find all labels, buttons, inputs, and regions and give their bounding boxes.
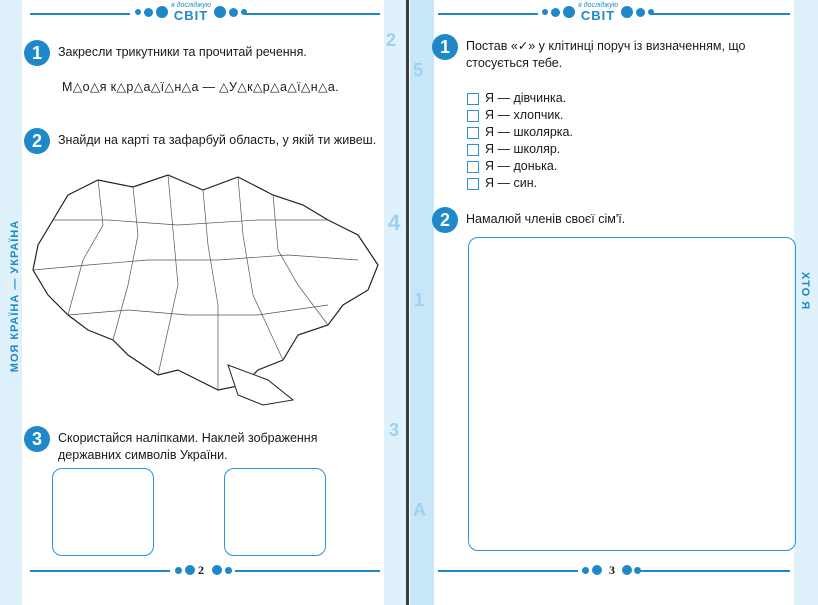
logo-small-text: я досліджую [171, 2, 211, 9]
left-page [0, 0, 408, 605]
task-1-text: Постав «✓» у клітинці поруч із визначенням, що стосується тебе. [466, 39, 746, 70]
checkbox[interactable] [467, 110, 479, 122]
option-row[interactable] [467, 141, 560, 158]
logo-title: СВІТ [580, 8, 616, 23]
task-number: 2 [24, 128, 50, 154]
option-label: Я — школярка. [485, 125, 573, 139]
chapter-label: ХТО Я [799, 271, 811, 311]
section-label: МОЯ КРАЇНА — УКРАЇНА [9, 219, 21, 373]
task-3-text: Скористайся наліпками. Наклей зображення державних символів України. [58, 431, 318, 462]
option-row[interactable] [467, 90, 566, 107]
option-label: Я — дівчинка. [485, 91, 567, 105]
checkbox[interactable] [467, 93, 479, 105]
page-number: 3 [609, 563, 615, 577]
checkbox[interactable] [467, 144, 479, 156]
option-row[interactable] [467, 158, 557, 175]
logo-small-text: я досліджую [578, 2, 618, 9]
decor-glyph: 4 [388, 210, 401, 235]
sticker-area-2[interactable] [224, 468, 326, 556]
task-number: 1 [432, 34, 458, 60]
triangle-puzzle-sentence: М△о△я к△р△а△ї△н△а — △У△к△р△а△ї△н△а. [62, 80, 339, 94]
footer-rule [438, 570, 578, 572]
series-logo [135, 2, 247, 22]
task-1-text: Закресли трикутники та прочитай речення. [58, 45, 307, 59]
header-rule [438, 13, 538, 15]
sticker-area-1[interactable] [52, 468, 154, 556]
checkbox[interactable] [467, 178, 479, 190]
task-2-text: Знайди на карті та зафарбуй область, у якій ти живеш. [58, 133, 377, 147]
option-label: Я — син. [485, 176, 538, 190]
book-spine [406, 0, 409, 605]
footer-rule [640, 570, 790, 572]
task-2-text: Намалюй членів своєї сім'ї. [466, 212, 626, 226]
right-page [410, 0, 818, 605]
decor-glyph: А [413, 500, 426, 520]
series-logo [542, 2, 654, 22]
header-rule [245, 13, 380, 15]
decor-glyph: 2 [386, 30, 397, 50]
decor-glyph: 3 [389, 420, 400, 440]
logo-title: СВІТ [173, 8, 209, 23]
family-drawing-area[interactable] [468, 237, 796, 551]
option-row[interactable] [467, 175, 537, 192]
option-label: Я — хлопчик. [485, 108, 564, 122]
option-row[interactable] [467, 124, 573, 141]
page-number: 2 [198, 563, 204, 577]
header-rule [30, 13, 130, 15]
footer-rule [235, 570, 380, 572]
decor-glyph: 1 [414, 290, 425, 310]
footer-rule [30, 570, 170, 572]
ukraine-outline-map [28, 165, 384, 410]
ukraine-map[interactable] [28, 165, 384, 410]
option-label: Я — донька. [485, 159, 558, 173]
checkbox[interactable] [467, 127, 479, 139]
option-row[interactable] [467, 107, 563, 124]
task-number: 2 [432, 207, 458, 233]
checkbox[interactable] [467, 161, 479, 173]
task-number: 1 [24, 40, 50, 66]
decor-glyph: 5 [413, 60, 424, 80]
header-rule [650, 13, 790, 15]
task-number: 3 [24, 426, 50, 452]
left-page-right-margin [384, 0, 408, 605]
option-label: Я — школяр. [485, 142, 561, 156]
